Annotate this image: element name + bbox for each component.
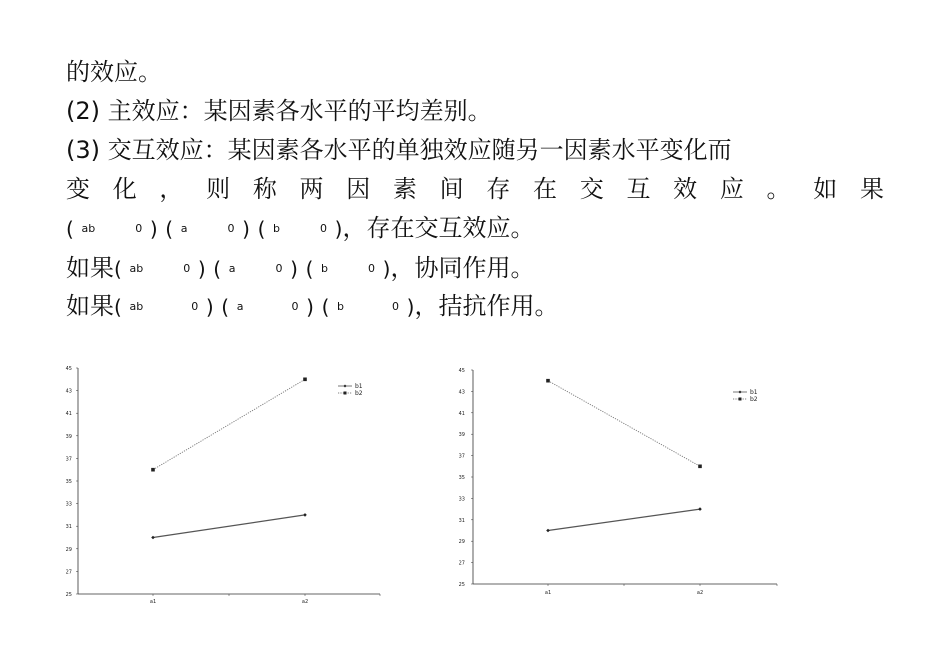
term-zero: 0 bbox=[191, 300, 199, 313]
data-point-b2 bbox=[151, 468, 155, 472]
x-tick-label: a1 bbox=[544, 590, 552, 596]
paren-close: ) bbox=[205, 295, 214, 319]
text-line-justified bbox=[66, 174, 884, 204]
legend-marker-b2 bbox=[739, 398, 742, 401]
series-line-b1 bbox=[548, 509, 700, 530]
char: 交 bbox=[579, 175, 604, 203]
char: 存 bbox=[486, 175, 511, 203]
chart-synergy-svg bbox=[60, 362, 390, 604]
paren-open: ( bbox=[165, 217, 174, 241]
x-tick-label: a2 bbox=[696, 590, 704, 596]
y-tick-label: 29 bbox=[458, 539, 465, 546]
paren-open: ( bbox=[114, 257, 122, 281]
paren-close: ) bbox=[197, 257, 206, 281]
char: 间 bbox=[439, 175, 464, 203]
char: 化 bbox=[112, 175, 137, 203]
term-b: b bbox=[273, 222, 281, 235]
term-b: b bbox=[337, 300, 345, 313]
char: 。 bbox=[766, 175, 791, 203]
y-tick-label: 43 bbox=[65, 388, 72, 395]
char: 如 bbox=[813, 175, 838, 203]
paren-open: ( bbox=[321, 295, 330, 319]
term-zero: 0 bbox=[275, 262, 283, 275]
text-line-main-effect: (2) 主效应：某因素各水平的平均差别。 bbox=[66, 97, 492, 125]
legend-label-b2: b2 bbox=[750, 396, 758, 403]
text-line-1: 的效应。 bbox=[66, 58, 162, 86]
y-tick-label: 45 bbox=[65, 366, 72, 372]
char: 称 bbox=[252, 175, 277, 203]
term-ab: ab bbox=[129, 262, 144, 275]
term-a: a bbox=[180, 222, 188, 235]
term-zero: 0 bbox=[392, 300, 400, 313]
y-tick-label: 35 bbox=[458, 475, 465, 481]
series-line-b2 bbox=[548, 381, 700, 467]
y-tick-label: 41 bbox=[65, 411, 72, 418]
legend-marker-b1 bbox=[739, 391, 742, 394]
y-tick-label: 43 bbox=[458, 389, 465, 396]
formula-suffix: ，协同作用。 bbox=[390, 254, 535, 282]
char: 效 bbox=[673, 175, 698, 203]
y-tick-label: 25 bbox=[65, 592, 72, 598]
text-line-interaction: (3) 交互效应：某因素各水平的单独效应随另一因素水平变化而 bbox=[66, 136, 732, 164]
paren-close: ) bbox=[242, 217, 250, 241]
term-a: a bbox=[228, 262, 236, 275]
paren-close: ) bbox=[334, 217, 343, 241]
char: 素 bbox=[392, 175, 417, 203]
data-point-b2 bbox=[546, 379, 550, 383]
paren-close: ) bbox=[382, 257, 391, 281]
chart-antagonism-svg bbox=[447, 362, 782, 597]
y-tick-label: 31 bbox=[458, 517, 465, 524]
formula-prefix: 如果 bbox=[66, 254, 114, 282]
data-point-b2 bbox=[698, 465, 702, 469]
legend-label-b2: b2 bbox=[355, 390, 363, 397]
term-a: a bbox=[236, 300, 244, 313]
char: ， bbox=[159, 175, 184, 203]
paren-open: ( bbox=[257, 217, 266, 241]
legend-marker-b2 bbox=[344, 392, 347, 395]
formula-line-antagonism bbox=[66, 291, 558, 322]
y-tick-label: 39 bbox=[458, 432, 465, 439]
y-tick-label: 25 bbox=[458, 582, 465, 588]
formula-line-synergy bbox=[66, 253, 534, 284]
char: 变 bbox=[66, 175, 90, 203]
y-tick-label: 41 bbox=[458, 410, 465, 417]
data-point-b1 bbox=[151, 536, 155, 540]
data-point-b1 bbox=[698, 507, 702, 511]
x-tick-label: a1 bbox=[149, 599, 157, 604]
x-tick-label: a2 bbox=[301, 599, 309, 604]
paren-close: ) bbox=[149, 217, 158, 241]
term-zero: 0 bbox=[291, 300, 299, 313]
paren-open: ( bbox=[114, 295, 122, 319]
paren-open: ( bbox=[305, 257, 314, 281]
term-zero: 0 bbox=[183, 262, 191, 275]
y-tick-label: 27 bbox=[65, 569, 72, 576]
chart-antagonism bbox=[447, 362, 782, 597]
paren-open: ( bbox=[213, 257, 222, 281]
paren-open: ( bbox=[66, 217, 74, 241]
legend-label-b1: b1 bbox=[355, 383, 363, 390]
legend-label-b1: b1 bbox=[750, 389, 758, 396]
y-tick-label: 27 bbox=[458, 560, 465, 567]
paren-open: ( bbox=[221, 295, 230, 319]
y-tick-label: 31 bbox=[65, 524, 72, 531]
char: 互 bbox=[626, 175, 651, 203]
term-ab: ab bbox=[129, 300, 144, 313]
paren-close: ) bbox=[290, 257, 298, 281]
series-line-b2 bbox=[153, 379, 305, 469]
y-tick-label: 33 bbox=[65, 501, 72, 508]
paren-close: ) bbox=[406, 295, 415, 319]
char: 在 bbox=[533, 175, 558, 203]
y-tick-label: 37 bbox=[458, 453, 465, 460]
term-zero: 0 bbox=[368, 262, 376, 275]
data-point-b1 bbox=[546, 529, 550, 533]
y-tick-label: 29 bbox=[65, 546, 72, 553]
paren-close: ) bbox=[306, 295, 314, 319]
chart-synergy bbox=[60, 362, 390, 604]
term-zero: 0 bbox=[320, 222, 328, 235]
formula-suffix: ，存在交互效应。 bbox=[342, 214, 535, 242]
char: 两 bbox=[299, 175, 324, 203]
y-tick-label: 45 bbox=[458, 368, 465, 374]
term-ab: ab bbox=[81, 222, 96, 235]
formula-line-interaction bbox=[66, 213, 534, 244]
y-tick-label: 39 bbox=[65, 433, 72, 440]
y-tick-label: 35 bbox=[65, 479, 72, 485]
term-b: b bbox=[321, 262, 329, 275]
formula-prefix: 如果 bbox=[66, 292, 114, 320]
y-tick-label: 37 bbox=[65, 456, 72, 463]
y-tick-label: 33 bbox=[458, 496, 465, 503]
data-point-b1 bbox=[303, 513, 307, 517]
data-point-b2 bbox=[303, 378, 307, 382]
legend-marker-b1 bbox=[344, 385, 347, 388]
char: 则 bbox=[206, 175, 231, 203]
series-line-b1 bbox=[153, 515, 305, 538]
char: 因 bbox=[346, 175, 371, 203]
formula-suffix: ，拮抗作用。 bbox=[414, 292, 559, 320]
term-zero: 0 bbox=[135, 222, 143, 235]
char: 果 bbox=[859, 175, 884, 203]
char: 应 bbox=[719, 175, 744, 203]
term-zero: 0 bbox=[227, 222, 235, 235]
